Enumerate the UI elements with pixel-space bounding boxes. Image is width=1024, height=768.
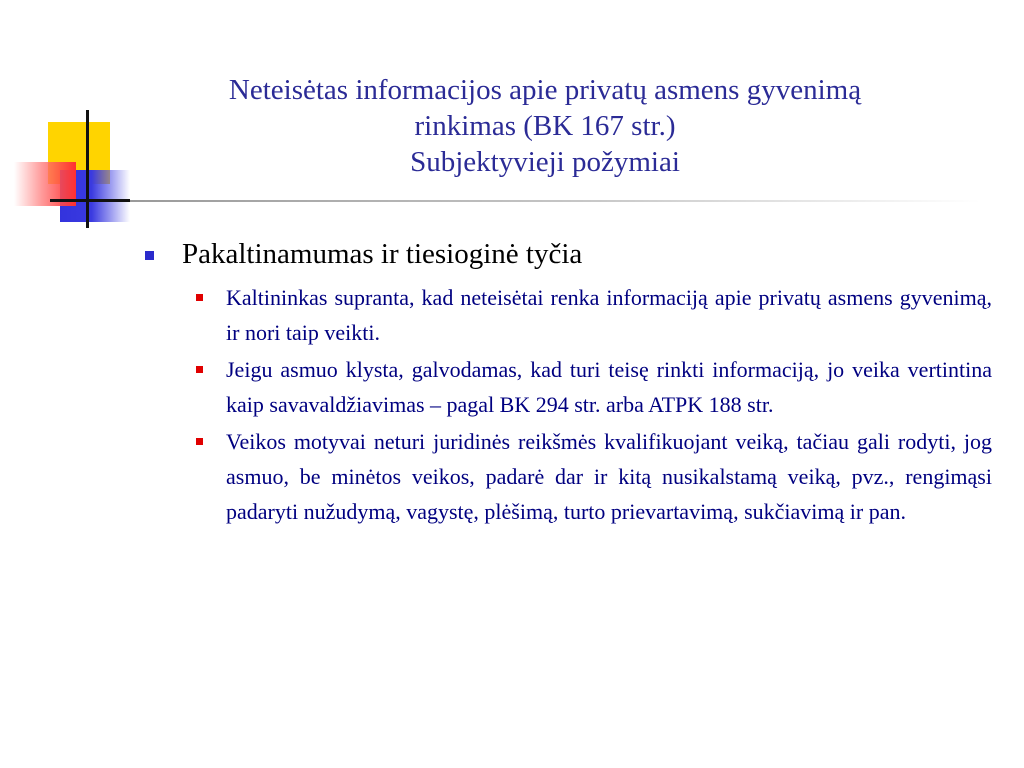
sub-bullet-text: Veikos motyvai neturi juridinės reikšmės kvalifikuojant veiką, tačiau gali rodyti, jog asmuo, be minėtos veikos, padarė dar ir kitą nusikalstamą veiką, pvz., rengimąsi padaryti nužudymą, vagystę, plėšimą, turto prievartavimą, sukčiavimą ir pan. [226,429,992,524]
sub-bullet-marker-icon [196,438,203,445]
sub-bullet-item [226,424,992,529]
sub-bullet-item [226,280,992,350]
slide-title-line-2: rinkimas (BK 167 str.) [414,110,676,142]
logo-vertical-line [86,110,89,228]
logo-horizontal-line [50,199,130,202]
sub-bullet-marker-icon [196,366,203,373]
main-bullet-marker-icon [145,251,154,260]
slide-title-line-3: Subjektyvieji požymiai [410,146,680,178]
sub-bullet-text: Jeigu asmuo klysta, galvodamas, kad turi teisę rinkti informaciją, jo veika vertintina kaip savavaldžiavimas – pagal BK 294 str. arba ATPK 188 str. [226,357,992,417]
sub-bullet-item [226,352,992,422]
sub-bullet-text: Kaltininkas supranta, kad neteisėtai renka informaciją apie privatų asmens gyvenimą, ir nori taip veikti. [226,285,992,345]
title-divider-rule [130,200,980,202]
sub-bullet-marker-icon [196,294,203,301]
slide-title [150,72,940,180]
slide-title-line-1: Neteisėtas informacijos apie privatų asmens gyvenimą [228,74,862,106]
sub-bullet-list [226,280,992,531]
main-bullet-text: Pakaltinamumas ir tiesioginė tyčia [182,238,583,270]
